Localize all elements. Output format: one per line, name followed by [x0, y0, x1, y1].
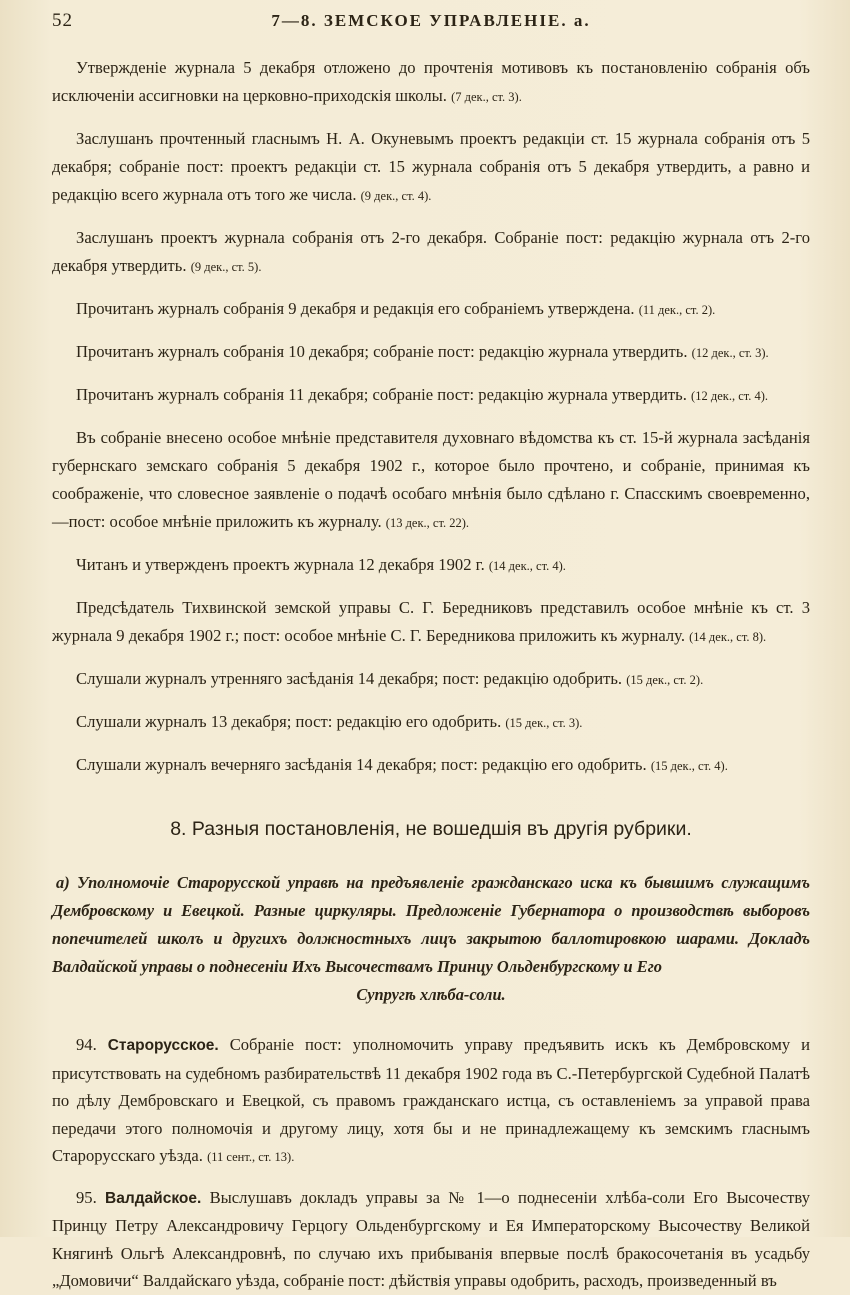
entry-number: 94.: [76, 1035, 97, 1054]
entry-reference: (9 дек., ст. 5).: [190, 260, 262, 274]
section-title: 7—8. ЗЕМСКОЕ УПРАВЛЕНІЕ. а.: [271, 11, 591, 30]
entry-reference: (13 дек., ст. 22).: [385, 516, 470, 530]
rubric-text: а) Уполномочіе Старорусской управѣ на предъявленіе гражданскаго иска къ бывшимъ служащимъ Дембровскому и Евецкой. Разные циркуляры. Предложеніе Губернатора о производствѣ выборовъ попечителей школъ и другихъ должностныхъ лицъ закрытою баллотировкою шарами. Докладъ Валдайской управы о поднесеніи Ихъ Высочествамъ Принцу Ольденбургскому и Его: [52, 873, 810, 976]
entry-reference: (12 дек., ст. 4).: [691, 389, 769, 403]
entry-paragraph: [52, 338, 810, 367]
entry-reference: (12 дек., ст. 3).: [691, 346, 769, 360]
entry-text: Выслушавъ докладъ управы за № 1—о поднесеніи хлѣба-соли Его Высочеству Принцу Петру Александровичу Герцогу Ольденбургскому и Ея Императорскому Высочеству Великой Княгинѣ Ольгѣ Александровнѣ, по случаю ихъ прибыванія впервые послѣ бракосочетанія въ усадьбу „Домовичи“ Валдайскаго уѣзда, собраніе пост: дѣйствія управы одобрить, расходъ, произведенный въ: [52, 1187, 810, 1290]
entry-reference: (15 дек., ст. 2).: [626, 673, 704, 687]
entry-reference: (9 дек., ст. 4).: [360, 189, 432, 203]
entry-text: Заслушанъ прочтенный гласнымъ Н. А. Окуневымъ проектъ редакціи ст. 15 журнала собранія отъ 5 декабря; собраніе пост: проектъ редакціи ст. 15 журнала собранія отъ 5 декабря утвердить, а равно и редакцію всего журнала отъ того же числа.: [52, 129, 810, 204]
numbered-entry-95: [52, 1184, 810, 1295]
entry-number: 95.: [76, 1187, 97, 1207]
entry-reference: (7 дек., ст. 3).: [451, 90, 522, 104]
rubric-summary: [52, 869, 810, 1009]
entry-text: Прочитанъ журналъ собранія 10 декабря; собраніе пост: редакцію журнала утвердить.: [76, 342, 688, 361]
numbered-entry-94: [52, 1031, 810, 1172]
entry-paragraph: [52, 54, 810, 111]
entry-reference: (15 дек., ст. 4).: [650, 759, 728, 773]
entry-text: Собраніе пост: уполномочить управу предъявить искъ къ Дембровскому и присутствовать на судебномъ разбирательствѣ 11 декабря 1902 года въ С.-Петербургской Судебной Палатѣ по дѣлу Дембровскаго и Евецкой, съ правомъ гражданскаго истца, съ оставленіемъ за управой права передачи этого полномочія и другому лицу, хотя бы и не принадлежащему къ земскимъ гласнымъ Старорусскаго уѣзда.: [52, 1035, 811, 1165]
entry-paragraph: [52, 295, 810, 324]
entry-text: Утвержденіе журнала 5 декабря отложено до прочтенія мотивовъ къ постановленію собранія объ исключеніи ассигновки на церковно-приходскія школы.: [52, 58, 810, 105]
entry-text: Слушали журналъ вечерняго засѣданія 14 декабря; пост: редакцію его одобрить.: [76, 755, 647, 774]
entry-text: Слушали журналъ утренняго засѣданія 14 декабря; пост: редакцію одобрить.: [76, 669, 623, 688]
entry-text: Предсѣдатель Тихвинской земской управы С. Г. Бередниковъ представилъ особое мнѣніе къ ст. 3 журнала 9 декабря 1902 г.; пост: особое мнѣніе С. Г. Бередникова приложить къ журналу.: [52, 598, 810, 645]
entry-text: Въ собраніе внесено особое мнѣніе представителя духовнаго вѣдомства къ ст. 15-й журнала засѣданія губернскаго земскаго собранія 5 декабря 1902 г., которое было прочтено, и собраніе, принимая къ соображеніе, что словесное заявленіе о подачѣ особаго мнѣнія было сдѣлано г. Спасскимъ своевременно,—пост: особое мнѣніе приложить къ журналу.: [52, 428, 810, 531]
entry-paragraph: [52, 751, 810, 780]
entry-paragraph: [52, 381, 810, 410]
entry-reference: (11 дек., ст. 2).: [638, 303, 716, 317]
entry-text: Прочитанъ журналъ собранія 9 декабря и редакція его собраніемъ утверждена.: [76, 299, 635, 318]
entry-reference: (14 дек., ст. 4).: [488, 559, 566, 573]
journal-entries: [52, 54, 810, 780]
entry-text: Читанъ и утвержденъ проектъ журнала 12 декабря 1902 г.: [76, 555, 485, 574]
entry-reference: (15 дек., ст. 3).: [505, 716, 583, 730]
entry-paragraph: [52, 424, 810, 537]
entry-text: Прочитанъ журналъ собранія 11 декабря; собраніе пост: редакцію журнала утвердить.: [76, 385, 687, 404]
entry-reference: (11 сент., ст. 13).: [207, 1150, 295, 1164]
entry-paragraph: [52, 125, 810, 210]
running-head: [52, 10, 810, 46]
entry-paragraph: [52, 665, 810, 694]
entry-paragraph: [52, 551, 810, 580]
entry-reference: (14 дек., ст. 8).: [689, 630, 767, 644]
page-number: 52: [52, 10, 73, 31]
rubric-last-line: Супругѣ хлѣба-соли.: [356, 985, 506, 1004]
entry-text: Заслушанъ проектъ журнала собранія отъ 2-го декабря. Собраніе пост: редакцію журнала отъ 2-го декабря утвердить.: [52, 228, 810, 275]
entry-paragraph: [52, 708, 810, 737]
district-name: Валдайское.: [105, 1189, 202, 1207]
district-name: Старорусское.: [107, 1037, 219, 1054]
entry-paragraph: [52, 594, 810, 651]
section-heading: 8. Разныя постановленія, не вошедшія въ другія рубрики.: [170, 818, 692, 840]
entry-paragraph: [52, 224, 810, 281]
entry-text: Слушали журналъ 13 декабря; пост: редакцію его одобрить.: [76, 712, 502, 731]
